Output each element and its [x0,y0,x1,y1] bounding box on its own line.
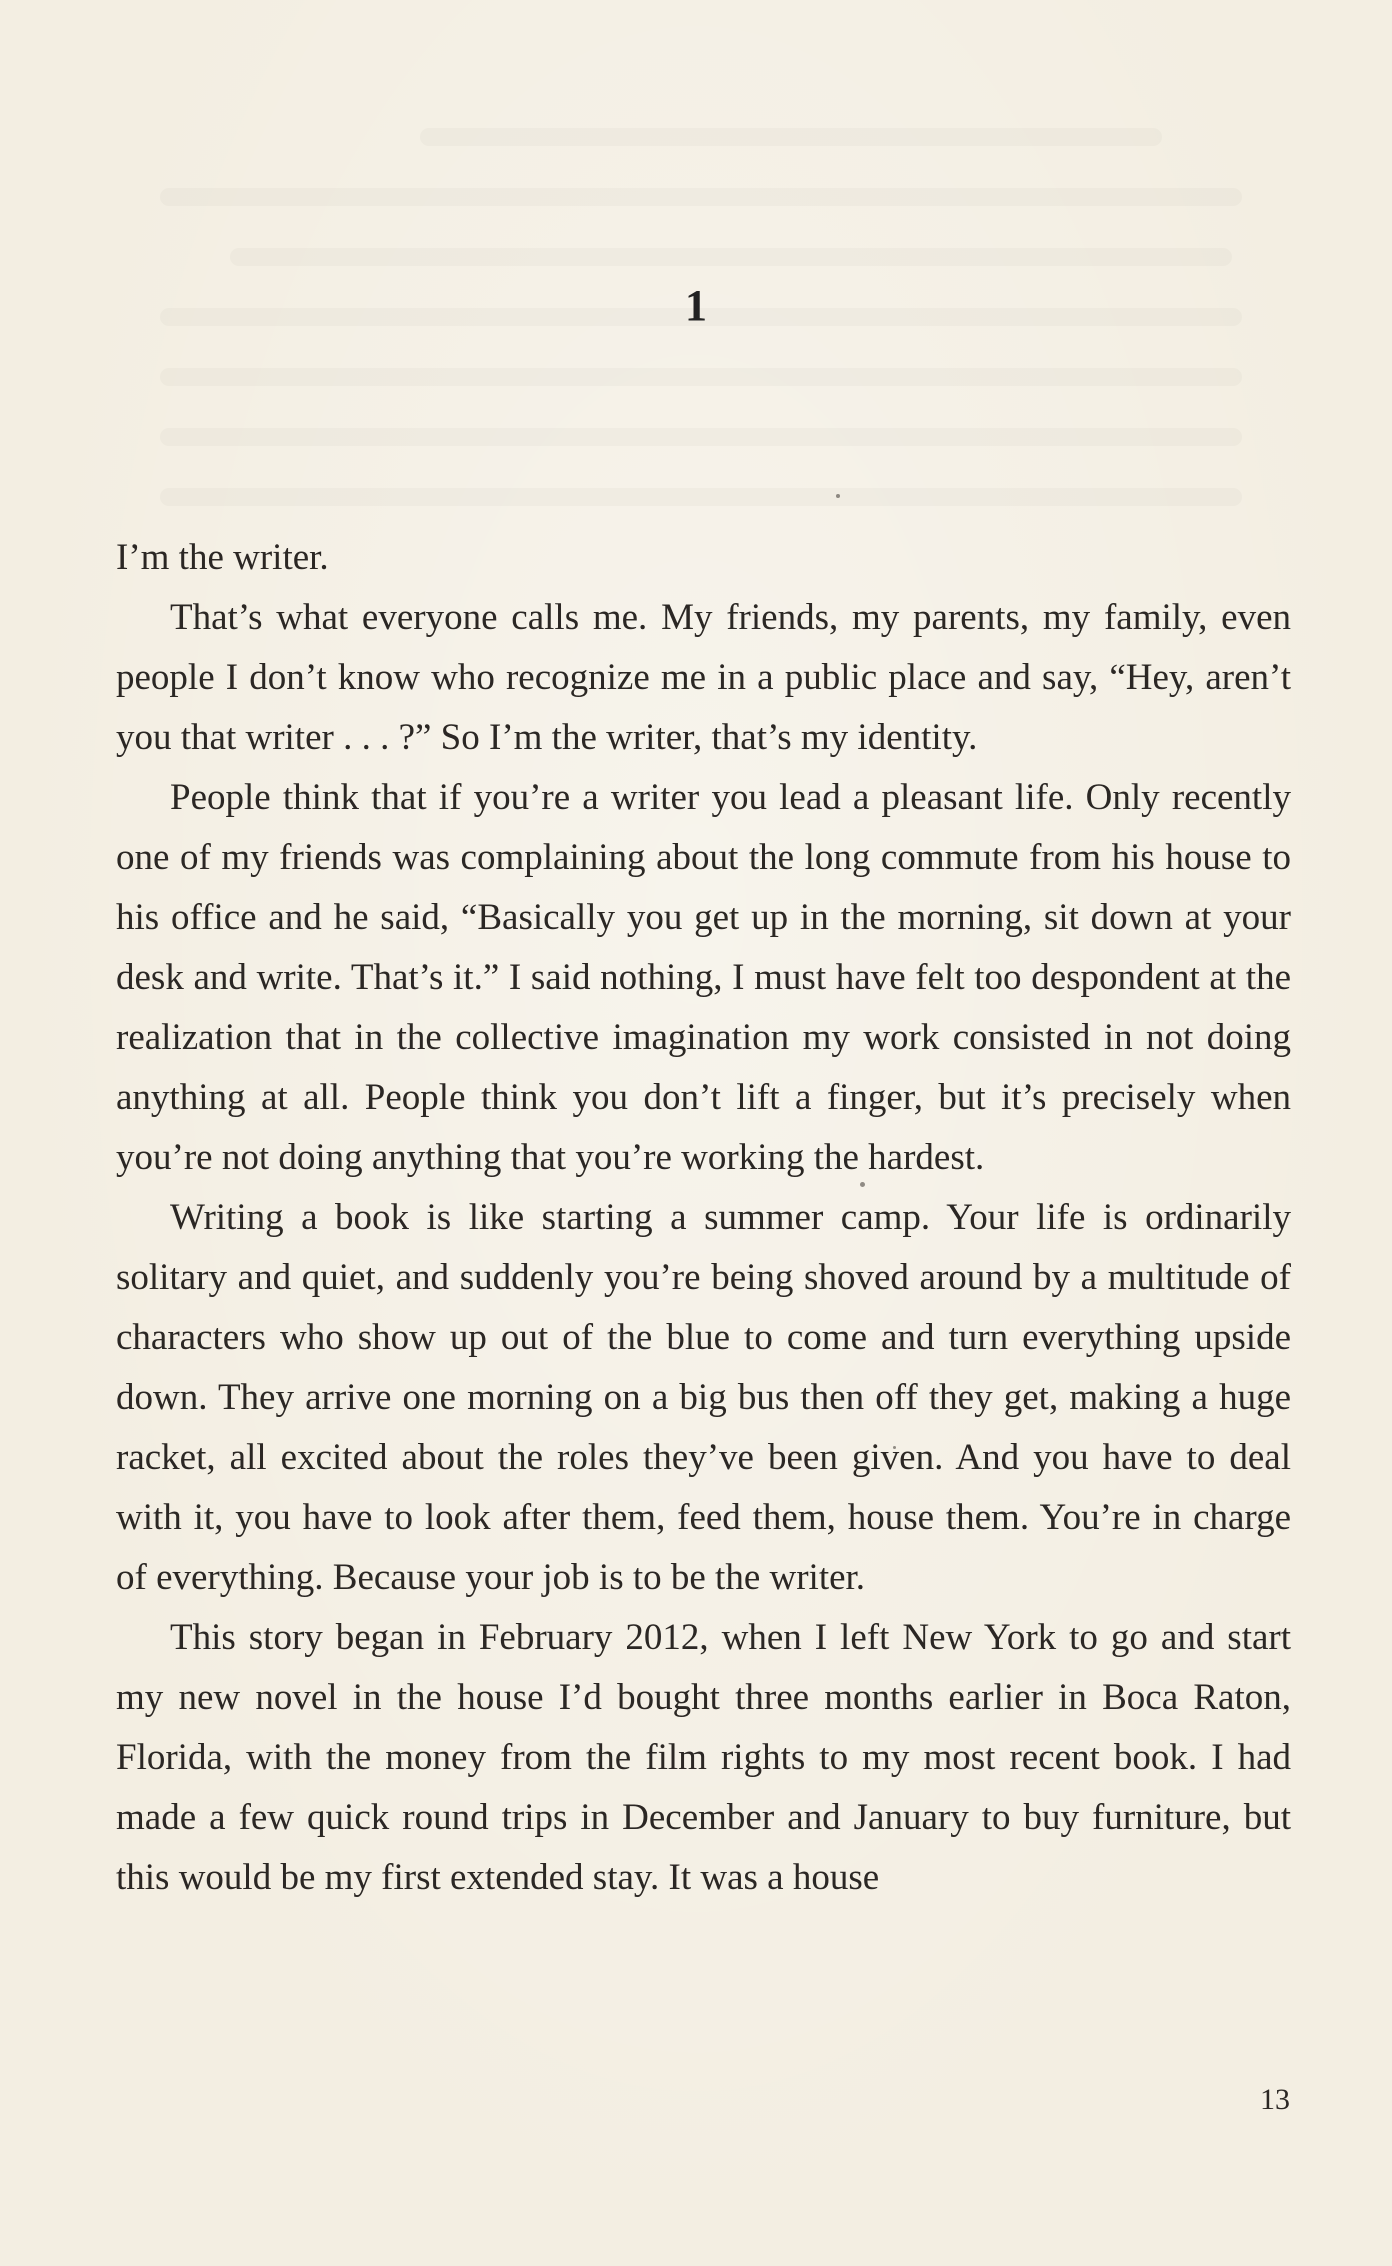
page-number: 13 [1260,2083,1290,2116]
paragraph: I’m the writer. [116,537,329,578]
show-through-line [160,428,1242,446]
chapter-body [116,528,1291,1908]
paragraph: This story began in February 2012, when I left New York to go and start my new novel in the house I’d bought three months earlier in Boca Raton, Florida, with the money from the film rights to my most recent book. I had made a few quick round trips in December and January to buy furniture, but this would be my first extended stay. It was a house [116,1617,1291,1898]
show-through-line [160,488,1242,506]
paper-speck [836,494,840,498]
paragraph: People think that if you’re a writer you lead a pleasant life. Only recently one of my friends was complaining about the long commute from his house to his office and he said, “Basically you get up in the morning, sit down at your desk and write. That’s it.” I said nothing, I must have felt too despondent at the realization that in the collective imagination my work consisted in not doing anything at all. People think you don’t lift a finger, but it’s precisely when you’re not doing anything that you’re working the hardest. [116,777,1291,1178]
paragraph: Writing a book is like starting a summer camp. Your life is ordinarily solitary and quiet, and suddenly you’re being shoved around by a multitude of characters who show up out of the blue to come and turn everything upside down. They arrive one morning on a big bus then off they get, making a huge racket, all excited about the roles they’ve been given. And you have to deal with it, you have to look after them, feed them, house them. You’re in charge of everything. Because your job is to be the writer. [116,1197,1291,1598]
show-through-line [160,368,1242,386]
show-through-line [160,188,1242,206]
chapter-number: 1 [685,281,707,330]
show-through-line [230,248,1232,266]
paragraph: That’s what everyone calls me. My friends, my parents, my family, even people I don’t know who recognize me in a public place and say, “Hey, aren’t you that writer . . . ?” So I’m the writer, that’s my identity. [116,597,1291,758]
show-through-line [420,128,1162,146]
